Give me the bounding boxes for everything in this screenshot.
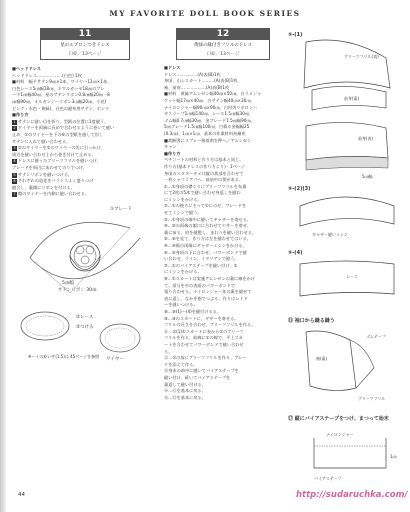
text-line: ⑦…①のバイアステープを縫い付け、① xyxy=(164,262,238,268)
text-line: 表に返し、なかを指でつぶる、作りはレトド xyxy=(164,295,248,301)
step-line: 縫合し、裏側にリボンを付ける。 xyxy=(12,184,75,190)
label-lace: ②レース xyxy=(76,314,94,320)
text-line: ートを合わせてパワーボンドで縫い合わせ xyxy=(164,341,244,347)
step-line: 周辺を縫い合わせ上から巻き付けて止める。 xyxy=(12,151,96,157)
text-line: ⑬身本の前中に縫いてバイアステープを xyxy=(164,368,239,374)
label-wire: ワイヤー xyxy=(106,356,124,362)
lower-piece xyxy=(306,122,388,160)
text-line: ④…⑤の両端の額口に合わせてヤサーを寄せ、 xyxy=(164,223,251,229)
step-line: 7 帽のワイヤーを内側に縫い合わせる。 xyxy=(13,191,90,197)
text-line: て、部分を中の表面のパワーボンドで xyxy=(164,282,236,288)
howto-heading: ■作り方 xyxy=(12,112,29,118)
label-frill: ブリーツフリル xyxy=(358,396,386,401)
fig2-label: ⑨-(2)(3) xyxy=(288,186,311,192)
text-line: 裏に前る、肩を縫製し、まわりを縫い合わせる。 xyxy=(164,229,257,235)
text-line: ■材料 幅テサテン9㎝×1本、ワイヤー12㎝×1本、 xyxy=(12,79,112,85)
text-line: ㎝幅90㎝、オルガンジーリボン3㎝幅20㎝、小花( xyxy=(12,98,107,104)
page-number: 44 xyxy=(18,492,25,498)
text-line: ⑧…①スカートは実施アムンゼンの裏に線をかけ xyxy=(164,276,255,281)
fig3-label: ⑨-(4) xyxy=(288,250,303,256)
text-line: 縫い付け、続いてバイアステープを xyxy=(164,374,231,380)
step-line: サテンに入れて縫い合わせる。 xyxy=(12,138,71,144)
card-number: 11 xyxy=(41,29,129,40)
text-line: 裏返して縫い付ける。 xyxy=(164,381,206,387)
text-line: キャン xyxy=(164,144,177,150)
label-fold: ②つける xyxy=(76,324,94,330)
label-pleat-frill: ブリーツフリル(表) xyxy=(344,54,379,59)
text-line: 身頃のスタヌーキメは縦の裁部を合わせて xyxy=(164,170,244,176)
text-line: ヘッドドレス………………(白色) 1枚 xyxy=(12,72,82,78)
text-line: ドレス……………(A)表(B)1枚 xyxy=(164,71,221,77)
text-line: ⑭…⑫を基本に戻る。 xyxy=(164,388,206,394)
pattern-card-11 xyxy=(40,28,130,60)
text-line: フリルの長さを合わせ、ブリーツフリルを作る。 xyxy=(164,322,256,328)
text-line: ード1㎝幅40㎝、星のサテンリボン0.8㎝幅20㎝・8 xyxy=(12,92,110,98)
text-line: ⑨…⑨(1)〜(4)を縫付けるる。 xyxy=(164,308,222,314)
fig1-label: ⑨-(1) xyxy=(288,32,303,38)
text-line: 一枚シャツラアパへ。前前中の要がある。 xyxy=(164,177,244,183)
text-line: ②…①の後ろにそって①にのせ、ブレードを xyxy=(164,203,247,209)
pattern-card-12 xyxy=(176,28,270,60)
step13-label: ⑬ 袖口から縫る縫う xyxy=(288,318,335,324)
sleeve-piece xyxy=(306,331,356,391)
label-seam: 1㎝ xyxy=(390,454,397,459)
page-binding-shadow xyxy=(0,0,6,512)
note-text: ※ーミの絵いサ(1,5)は 45ページを参照 xyxy=(28,353,100,359)
step-line: 5 サテンリボンを縫いつける。 xyxy=(13,171,73,177)
text-line: ナイロンジャー幅90㎝×90㎝、白用列リボロンハ xyxy=(164,104,257,110)
text-line: ドを添えて作る。 xyxy=(164,361,198,367)
label-cuff: ゴムテープ xyxy=(366,334,386,339)
text-line: ■裁断図にスプレー接着剤を押へ／アムンゼン xyxy=(164,137,252,143)
label-sleeve: 袖(裏) xyxy=(316,356,328,361)
card-title: 黄緑の縁付きフリルのドレス xyxy=(193,43,253,48)
step-line: 3 ②のワイヤーを①のワイヤーの先に引っかけ、 xyxy=(13,145,105,151)
text-line: 張り合わせる。ナイロンジャー年の裏を縫せて xyxy=(164,289,252,295)
right-column xyxy=(286,28,404,488)
card-title: 星のエプロンつきドレス xyxy=(60,43,110,48)
step-line: 4 ドレスに縫ったブリーツフリルを縫いつけ、 xyxy=(13,158,101,164)
headdress-figure xyxy=(10,198,160,368)
middle-column xyxy=(162,28,284,401)
step-line: ブレードを周辺にあわせてのりでつけ、 xyxy=(12,164,88,170)
text-line: る。 xyxy=(164,348,173,354)
label-nylon: ナイロンジャー xyxy=(326,432,354,437)
howto-heading: ■作り方 xyxy=(164,150,181,156)
label-ribbon: 5㎝幅 xyxy=(62,280,74,286)
text-line: ■材料 黄緑アムンゼン幅40㎝×50㎝、白ラメジャ xyxy=(164,91,262,97)
card-number: 12 xyxy=(177,29,269,40)
text-line: にミシンをかける。 xyxy=(164,269,202,275)
label-satin: サテンリボン 30㎝ xyxy=(58,287,97,293)
text-line: 身頃、山シスカート………(A)表(B)1枚 xyxy=(164,78,238,84)
text-line: ⑫…①の前にブリーツフリルを作り、ブレー xyxy=(164,355,247,361)
text-line: にて2枚の5本で縫い合わせ身返しを縫わ xyxy=(164,190,241,196)
card-subtitle: 口絵／13ページ xyxy=(68,52,102,57)
step-line: 2 ワイヤーを両端に長めで合わせるように巻いて縫い xyxy=(13,125,115,131)
section-heading: ■ヘッドドレス xyxy=(12,66,41,71)
watermark-url: http://sudaruchka.com/ xyxy=(296,490,408,500)
label-side: 前身(表) xyxy=(358,136,374,141)
step-line: 1 サテンに縫い目を折り、型紙の位置に1度縫う。 xyxy=(13,118,109,124)
text-line: せてミシンで縫う。 xyxy=(164,210,202,216)
text-line: い合わせ、ライン、イタリアンで縫う。 xyxy=(164,256,239,262)
text-line: ⑮…⑬を基本に戻る。 xyxy=(164,394,206,400)
text-line: ③…①身頃の端中に縫いてギャザーを寄せる。 xyxy=(164,216,252,222)
text-line: ゴム幅0.7㎝幅30㎝、金ブレード1.5㎝幅90㎝、 xyxy=(164,117,255,123)
text-line: ケット幅17㎝×40㎝、白サテン幅40㎝×30㎝、 xyxy=(164,97,255,103)
text-line: ⑥…⑥身頃の下に合わせ、パワーボンドで縫 xyxy=(164,249,247,255)
series-title: MY FAVORITE DOLL BOOK SERIES xyxy=(109,9,301,18)
text-line: にミシンをかける。 xyxy=(164,196,202,202)
text-line: ピンク・水色・黄緑)、白色の縫糸用サテン、ボンド xyxy=(12,105,110,111)
card-subtitle: 口絵／13ページ xyxy=(206,52,240,57)
label-front-skirt: 前身(裏) xyxy=(344,96,360,101)
label-width: 5㎝幅 xyxy=(362,174,373,179)
step17-label: ⑰ 縦にバイアステープをつけ、まつって始末 xyxy=(288,416,389,422)
lace-ring-diagram xyxy=(21,312,69,340)
label-bias: バイアステープ xyxy=(314,476,342,481)
label-braid: ①ブレード xyxy=(110,206,132,212)
text-line: ④…④裾の両端にギャザーミシンをかける。 xyxy=(164,243,247,249)
text-line: (0.3㎝)、1㎝×1㎝、基本の作業材料糸緒糸 xyxy=(164,130,246,136)
text-line: 作り方(基本ドレスの作り方より)・1ページ xyxy=(164,163,246,169)
text-line: ペチコートの材料と作り方は基本と同じ。 xyxy=(164,157,244,163)
bias-tape-piece xyxy=(314,438,386,468)
sewing-diagrams xyxy=(286,28,404,488)
left-column xyxy=(10,28,160,368)
text-line: 白色レース5㎝幅18㎝、ネマルガーゼ18㎝のブレ xyxy=(12,85,105,91)
pleat-frill-piece xyxy=(304,40,390,88)
text-line: フリルを作る。前線に①の線で、平上スカ xyxy=(164,335,243,341)
label-gather: ギャザー縫いミシン xyxy=(312,232,348,237)
step-line: 止め、①のワイヤーを下の⑥の型紙を通して回し xyxy=(12,131,103,137)
text-line: ⑤…⑥を見て、作り方は左を縫わせてはいる。 xyxy=(164,236,251,242)
gathered-piece xyxy=(300,197,394,226)
text-line: ギスラープ1㎝幅140㎝、レース1.5㎝幅30㎝、 xyxy=(164,111,254,117)
label-lace: レース xyxy=(346,274,358,279)
text-line: ーを縫いつける。 xyxy=(164,302,198,308)
text-line: ⑪…①(1)①スカートに表から①のブリーツ xyxy=(164,328,244,334)
text-line: 5㎝ブレード1.5㎝幅100㎝、白幕ホ金幅幅25 xyxy=(164,124,250,130)
text-line: ⑩…⑩のスカートに、ギザーを寄せる。 xyxy=(164,315,239,321)
section-heading: ■ドレス xyxy=(164,65,181,70)
text-line: ①…①身頃の襟ぐりにブリーツフリルを布裏 xyxy=(164,183,247,189)
step-line: 6 それぞれの造花をバランスよく盛りつけ xyxy=(13,178,94,184)
wire-ring-diagram xyxy=(100,324,140,352)
text-line: 袖、前肩………………(A)表(B)1枚 xyxy=(164,84,230,90)
